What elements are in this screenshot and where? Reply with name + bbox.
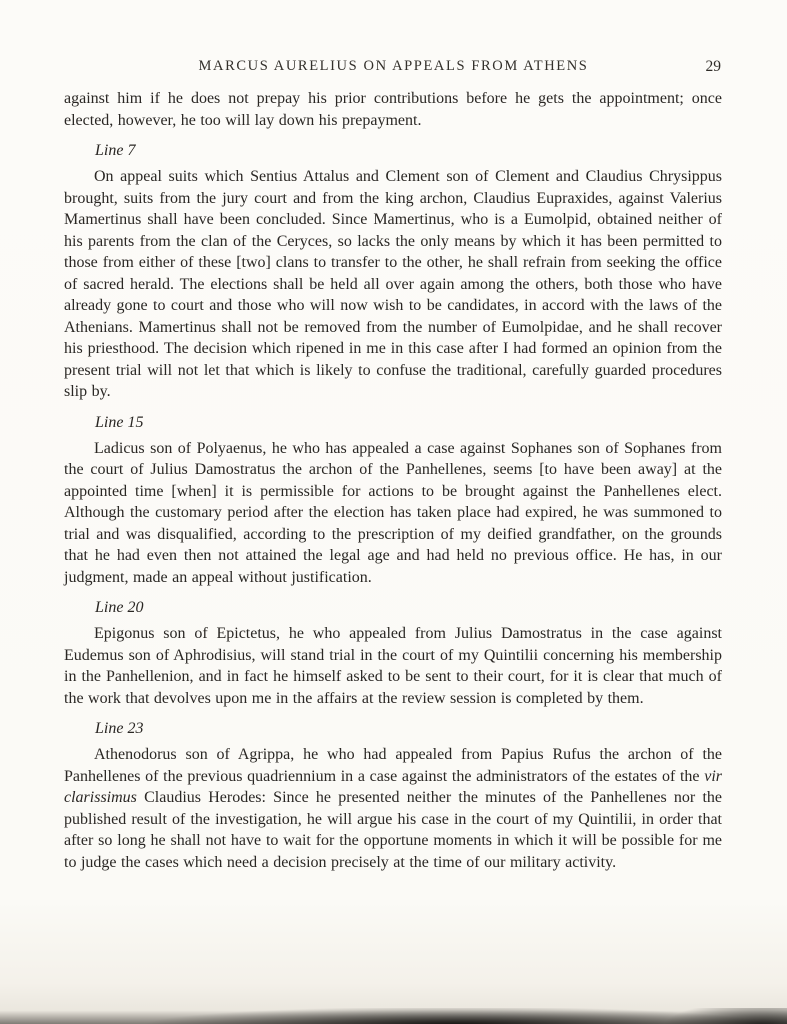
paragraph-line-7: On appeal suits which Sentius Attalus and Clement son of Clement and Claudius Chrysippus brought, suits from the jury court and from the king archon, Claudius Eupraxides, against Valerius Mamertinus shall have been concluded. Since Mamertinus, who is a Eumolpid, obtained neither of his parents from the clan of the Ceryces, so lacks the only means by which it has been permitted to those from either of these [two] clans to transfer to the other, he shall refrain from seeking the office of sacred herald. The elections shall be held all over again among the others, both those who have already gone to court and those who will now wish to be candidates, in accord with the laws of the Athenians. Mamertinus shall not be removed from the number of Eumolpidae, and he shall recover his priesthood. The decision which ripened in me in this case after I had formed an opinion from the present trial will not let that which is likely to confuse the traditional, carefully guarded procedures slip by.	[64, 168, 722, 400]
paragraph-continuation: against him if he does not prepay his prior contributions before he gets the appointment; once elected, however, he too will lay down his prepayment.	[64, 90, 722, 129]
page-body	[64, 88, 722, 873]
paragraph-run: Athenodorus son of Agrippa, he who had appealed from Papius Rufus the archon of the Panhellenes of the previous quadriennium in a case against the administrators of the estates of the	[64, 746, 722, 785]
paragraph-run: Claudius Herodes: Since he presented neither the minutes of the Panhellenes nor the published result of the investigation, he will argue his case in the court of my Quintilii, in order that after so long he shall not have to wait for the opportune moments in which it will be possible for me to judge the cases which need a decision precisely at the time of our military activity.	[64, 789, 722, 871]
page-header	[64, 58, 723, 80]
section-heading-line-23: Line 23	[95, 720, 144, 737]
paragraph-line-23	[64, 744, 722, 873]
scan-edge-shadow	[0, 1008, 787, 1024]
section-heading-line-15: Line 15	[95, 413, 144, 431]
page-number: 29	[705, 58, 721, 75]
paragraph-line-15: Ladicus son of Polyaenus, he who has appealed a case against Sophanes son of Sophanes from the court of Julius Damostratus the archon of the Panhellenes, seems [to have been away] at the appointed time [when] it is permissible for actions to be brought against the Panhellenes elect. Although the customary period after the election has taken place had expired, he was summoned to trial and was disqualified, according to the prescription of my deified grandfather, on the grounds that he had even then not attained the legal age and had held no previous office. He has, in our judgment, made an appeal without justification.	[64, 439, 722, 586]
paragraph-line-20: Epigonus son of Epictetus, he who appealed from Julius Damostratus in the case against Eudemus son of Aphrodisius, will stand trial in the court of my Quintilii concerning his membership in the Panhellenion, and in fact he himself asked to be sent to their court, for it is clear that much of the work that devolves upon me in the affairs at the review session is completed by them.	[64, 625, 722, 707]
section-heading-line-7: Line 7	[95, 142, 136, 159]
section-heading-line-20: Line 20	[95, 599, 144, 616]
running-title: MARCUS AURELIUS ON APPEALS FROM ATHENS	[198, 58, 589, 74]
latin-phrase: vir clarissimus	[64, 767, 722, 806]
